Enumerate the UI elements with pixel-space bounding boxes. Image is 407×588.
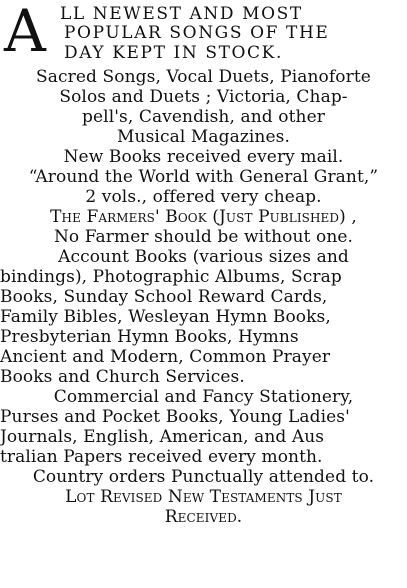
body-line: Commercial and Fancy Stationery, (53, 387, 354, 407)
body-line: Lot Revised New Testaments Just (65, 487, 342, 507)
headline-line-1: LL NEWEST AND MOST (60, 4, 303, 24)
body-line: Country orders Punctually attended to. (32, 467, 375, 487)
body-line: tralian Papers received every month. (0, 447, 323, 467)
body-line: “Around the World with General Grant,” (28, 167, 379, 187)
body-line: bindings), Photographic Albums, Scrap (0, 267, 342, 287)
body-line: Sacred Songs, Vocal Duets, Pianoforte (36, 67, 371, 87)
body-line: Solos and Duets ; Victoria, Chap- (59, 87, 348, 107)
body-line: Musical Magazines. (117, 127, 290, 147)
body-line: pell's, Cavendish, and other (82, 107, 325, 127)
body-line: Account Books (various sizes and (58, 247, 349, 267)
body-line: Received. (164, 507, 243, 527)
body-line: 2 vols., offered very cheap. (85, 187, 322, 207)
body-line: The Farmers' Book (Just Published) , (50, 207, 357, 227)
body-line: Family Bibles, Wesleyan Hymn Books, (0, 307, 331, 327)
drop-cap: A (4, 0, 46, 65)
body-line: New Books received every mail. (63, 147, 344, 167)
body-line: Books, Sunday School Reward Cards, (0, 287, 328, 307)
headline-line-3: DAY KEPT IN STOCK. (64, 43, 283, 63)
body-line: Ancient and Modern, Common Prayer (0, 347, 331, 367)
body-line: Journals, English, American, and Aus (0, 427, 325, 447)
body-line: Books and Church Services. (0, 367, 245, 387)
body-line: No Farmer should be without one. (53, 227, 354, 247)
body-line: Presbyterian Hymn Books, Hymns (0, 327, 299, 347)
body-line: Purses and Pocket Books, Young Ladies' (0, 407, 350, 427)
headline-line-2: POPULAR SONGS OF THE (64, 23, 330, 43)
